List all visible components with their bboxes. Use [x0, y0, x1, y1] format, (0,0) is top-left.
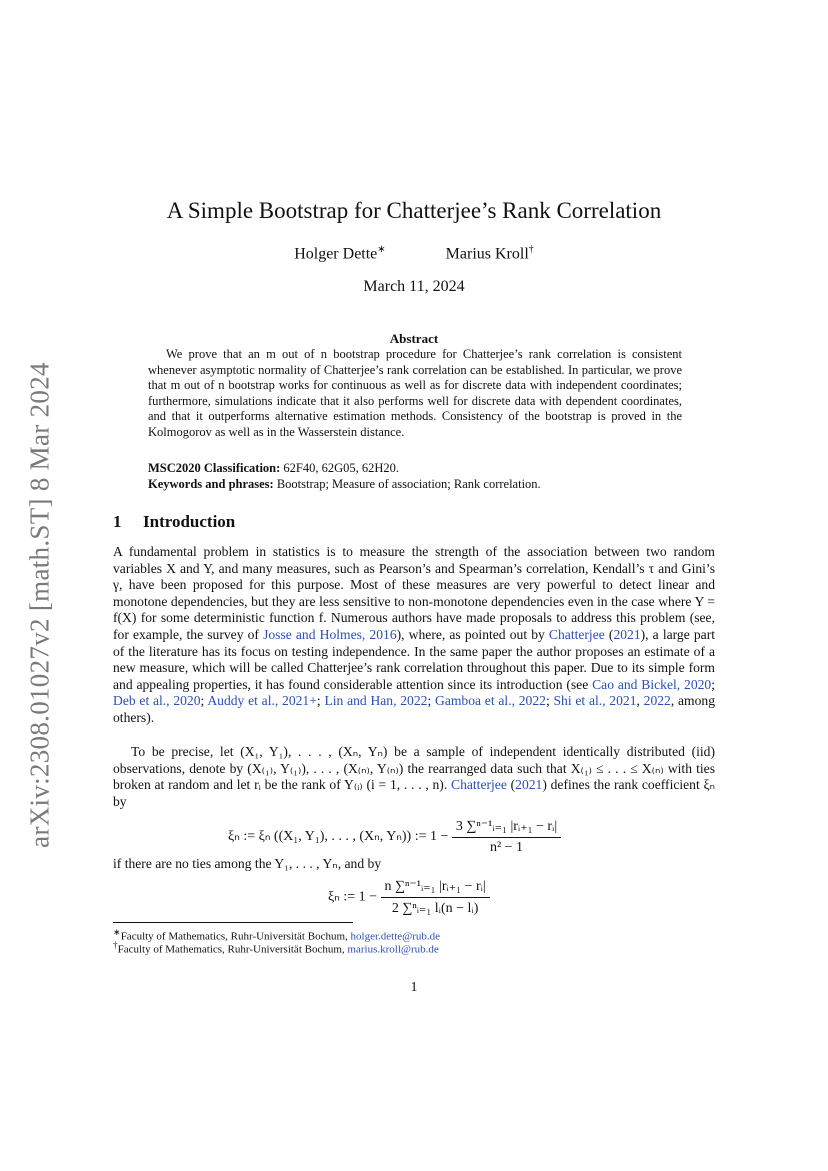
eq1-denominator: n² − 1 — [489, 840, 524, 855]
footnote-2: †Faculty of Mathematics, Ruhr-Universität Bochum, marius.kroll@rub.de — [113, 940, 439, 956]
author-1: Holger Dette∗ — [294, 244, 386, 263]
arxiv-id: arXiv:2308.01027v2 [math.ST] 8 Mar 2024 — [24, 362, 55, 848]
paper-date: March 11, 2024 — [363, 278, 465, 295]
ref-gamboa[interactable]: Gamboa et al., 2022 — [435, 693, 546, 709]
ref-shi[interactable]: Shi et al., 2021 — [553, 693, 637, 709]
section-heading — [113, 512, 235, 532]
ref-deb[interactable]: Deb et al., 2020 — [113, 693, 201, 709]
eq2-denominator: 2 ∑ⁿᵢ₌₁ lᵢ(n − lᵢ) — [391, 901, 479, 916]
ref-auddy[interactable]: Auddy et al., 2021+ — [207, 693, 317, 709]
author-1-mark: ∗ — [377, 244, 386, 255]
arxiv-sidebar-stamp — [20, 350, 60, 860]
equation-xi-ties — [328, 878, 490, 917]
footnote-2-mark: † — [113, 940, 118, 950]
author-2: Marius Kroll† — [445, 244, 534, 263]
msc-value: 62F40, 62G05, 62H20. — [283, 461, 400, 475]
intro-paragraph-2: To be precise, let (X₁, Y₁), . . . , (Xₙ, Yₙ) be a sample of independent identically distributed (iid) observations, denote by (X₍₁₎, Y₍₁₎), . . . , (X₍ₙ₎, Y₍ₙ₎) the rearranged data such that X₍₁₎ ≤ . . . ≤ X₍ₙ₎ with ties broken at random and let rᵢ be the rank of Y₍ᵢ₎ (i = 1, . . . , n). Chatterjee (2021) defines the rank coefficient ξₙ by — [113, 744, 715, 809]
eq2-lhs: ξₙ := 1 − — [328, 889, 377, 905]
ref-chatterjee-2-year[interactable]: 2021 — [515, 777, 543, 793]
abstract-heading: Abstract — [389, 331, 439, 346]
intro-paragraph-1: A fundamental problem in statistics is to measure the strength of the association between two random variables X and Y, and many measures, such as Pearson’s and Spearman’s correlation, Kendall’s τ and Gini’s γ, have been proposed for this purpose. Most of these measures are very powerful to detect linear and monotone dependencies, but they are less sensitive to non-monotone dependencies even in the case where Y = f(X) for some deterministic function f. Numerous authors have made proposals to address this problem (see, for example, the survey of Josse and Holmes, 2016), where, as pointed out by Chatterjee (2021), a large part of the literature has its focus on testing independence. In the same paper the author proposes an estimate of a new measure, which will be called Chatterjee’s rank correlation throughout this paper. Due to its simple form and appealing properties, it has found considerable attention since its introduction (see Cao and Bickel, 2020; Deb et al., 2020; Auddy et al., 2021+; Lin and Han, 2022; Gamboa et al., 2022; Shi et al., 2021, 2022, among others). — [113, 544, 715, 725]
paper-title: A Simple Bootstrap for Chatterjee’s Rank Correlation — [166, 198, 662, 223]
eq1-numerator: 3 ∑ⁿ⁻¹ᵢ₌₁ |rᵢ₊₁ − rᵢ| — [452, 818, 561, 838]
eq2-fraction — [381, 878, 490, 917]
footnote-1-email[interactable]: holger.dette@rub.de — [350, 930, 441, 943]
equation-xi-no-ties — [228, 818, 561, 856]
section-number: 1 — [113, 512, 122, 531]
abstract-text: We prove that an m out of n bootstrap procedure for Chatterjee’s rank correlation is consistent whenever asymptotic normality of Chatterjee’s rank correlation can be established. In particular, we prove that m out of n bootstrap works for continuous as well as for discrete data with independent coordinates; furthermore, simulations indicate that it also performs well for discrete data with dependent coordinates, and that it outperforms alternative estimation methods. Consistency of the bootstrap is proved in the Kolmogorov as well as in the Wasserstein distance. — [148, 347, 682, 439]
eq2-numerator: n ∑ⁿ⁻¹ᵢ₌₁ |rᵢ₊₁ − rᵢ| — [381, 878, 490, 898]
eq1-fraction — [452, 818, 561, 856]
page-number: 1 — [410, 980, 418, 995]
footnote-rule — [113, 922, 353, 923]
ref-shi-2022[interactable]: 2022 — [643, 693, 671, 709]
ref-chatterjee[interactable]: Chatterjee — [548, 626, 605, 642]
footnote-2-email[interactable]: marius.kroll@rub.de — [347, 943, 439, 956]
msc-classification — [148, 461, 708, 476]
author-list — [0, 244, 828, 263]
footnote-1-mark: ∗ — [113, 927, 121, 937]
intro-mid-text: if there are no ties among the Y₁, . . . , Yₙ, and by — [113, 856, 382, 871]
keywords — [148, 477, 708, 492]
ref-cao-bickel[interactable]: Cao and Bickel, 2020 — [592, 676, 712, 692]
section-title: Introduction — [143, 512, 236, 531]
ref-josse-holmes[interactable]: Josse and Holmes, 2016 — [263, 626, 397, 642]
footnote-1: ∗Faculty of Mathematics, Ruhr-Universität Bochum, holger.dette@rub.de — [113, 927, 441, 943]
keywords-value: Bootstrap; Measure of association; Rank correlation. — [276, 477, 541, 491]
author-2-mark: † — [528, 244, 534, 255]
keywords-label: Keywords and phrases: — [148, 477, 274, 491]
eq1-lhs: ξₙ := ξₙ ((X₁, Y₁), . . . , (Xₙ, Yₙ)) := 1 − — [228, 829, 449, 845]
ref-chatterjee-year[interactable]: 2021 — [613, 626, 641, 642]
msc-label: MSC2020 Classification: — [148, 461, 281, 475]
ref-lin-han[interactable]: Lin and Han, 2022 — [324, 693, 428, 709]
ref-chatterjee-2[interactable]: Chatterjee — [451, 777, 507, 793]
